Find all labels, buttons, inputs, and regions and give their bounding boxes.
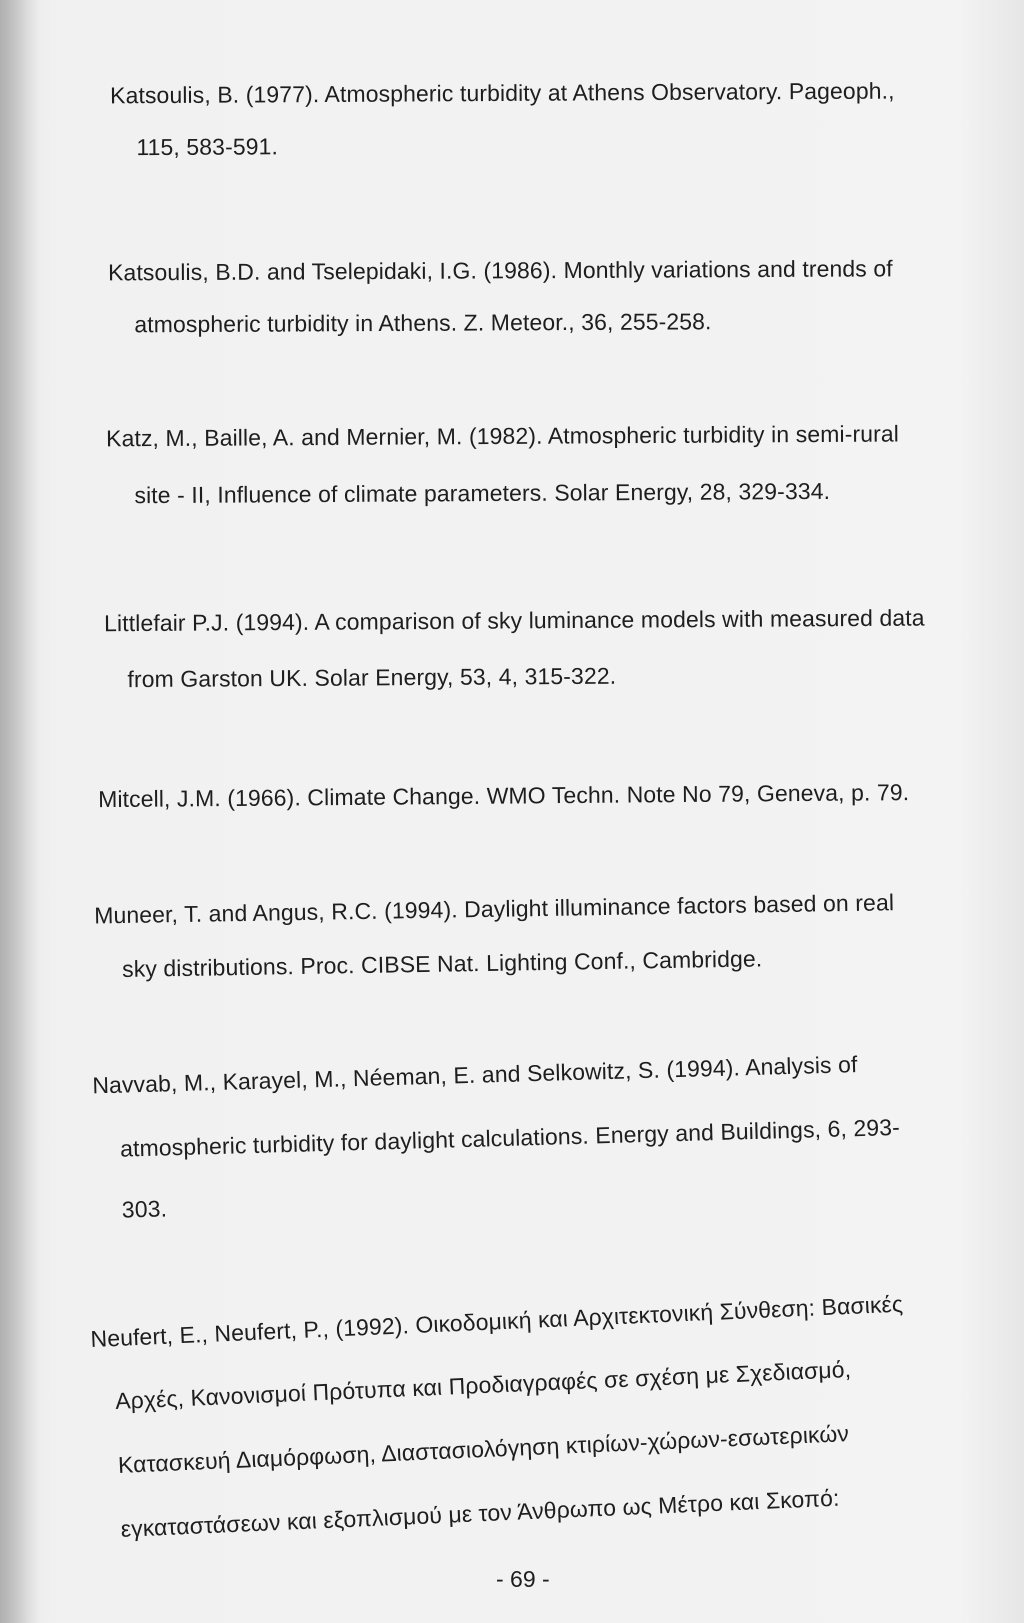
reference-line: site - II, Influence of climate parameters. Solar Energy, 28, 329-334. <box>134 477 831 509</box>
reference-line: Katz, M., Baille, A. and Mernier, M. (1982). Atmospheric turbidity in semi-rural <box>106 420 900 452</box>
reference-mitcell-1966 <box>0 777 1024 906</box>
reference-line: Muneer, T. and Angus, R.C. (1994). Daylight illuminance factors based on real <box>94 889 895 929</box>
reference-line: sky distributions. Proc. CIBSE Nat. Lighting Conf., Cambridge. <box>121 945 763 982</box>
reference-line: Katsoulis, B. (1977). Atmospheric turbidity at Athens Observatory. Pageoph., <box>110 77 895 109</box>
reference-line: Navvab, M., Karayel, M., Néeman, E. and Selkowitz, S. (1994). Analysis of <box>91 1051 858 1099</box>
reference-katsoulis-1977 <box>0 76 1024 202</box>
reference-navvab-1994 <box>0 1045 1024 1223</box>
reference-line: Neufert, E., Neufert, P., (1992). Οικοδομική και Αρχιτεκτονική Σύνθεση: Βασικές <box>89 1290 904 1353</box>
reference-line: Κατασκευή Διαμόρφωση, Διαστασιολόγηση κτιρίων-χώρων-εσωτερικών <box>117 1420 850 1478</box>
page-number: - 69 - <box>496 1566 550 1592</box>
reference-line: 303. <box>121 1195 168 1223</box>
reference-littlefair-1994 <box>0 603 1024 730</box>
reference-line: Katsoulis, B.D. and Tselepidaki, I.G. (1986). Monthly variations and trends of <box>108 255 893 286</box>
reference-line: Αρχές, Κανονισμοί Πρότυπα και Προδιαγραφές σε σχέση με Σχεδιασμό, <box>114 1355 852 1415</box>
reference-line: atmospheric turbidity in Athens. Z. Meteor., 36, 255-258. <box>134 308 712 338</box>
reference-line: 115, 583-591. <box>136 133 279 161</box>
reference-neufert-1992 <box>0 1284 1024 1542</box>
reference-line: atmospheric turbidity for daylight calculations. Energy and Buildings, 6, 293- <box>119 1113 901 1162</box>
reference-muneer-angus-1994 <box>0 886 1024 1023</box>
reference-katsoulis-tselepidaki-1986 <box>0 254 1024 379</box>
reference-katz-1982 <box>0 419 1024 545</box>
reference-line: Littlefair P.J. (1994). A comparison of sky luminance models with measured data <box>104 604 925 637</box>
reference-line: from Garston UK. Solar Energy, 53, 4, 315-322. <box>127 662 617 693</box>
reference-line: εγκαταστάσεων και εξοπλισμού με τον Άνθρωπο ως Μέτρο και Σκοπό: <box>120 1484 840 1542</box>
reference-line: Mitcell, J.M. (1966). Climate Change. WMO Techn. Note No 79, Geneva, p. 79. <box>98 779 910 813</box>
